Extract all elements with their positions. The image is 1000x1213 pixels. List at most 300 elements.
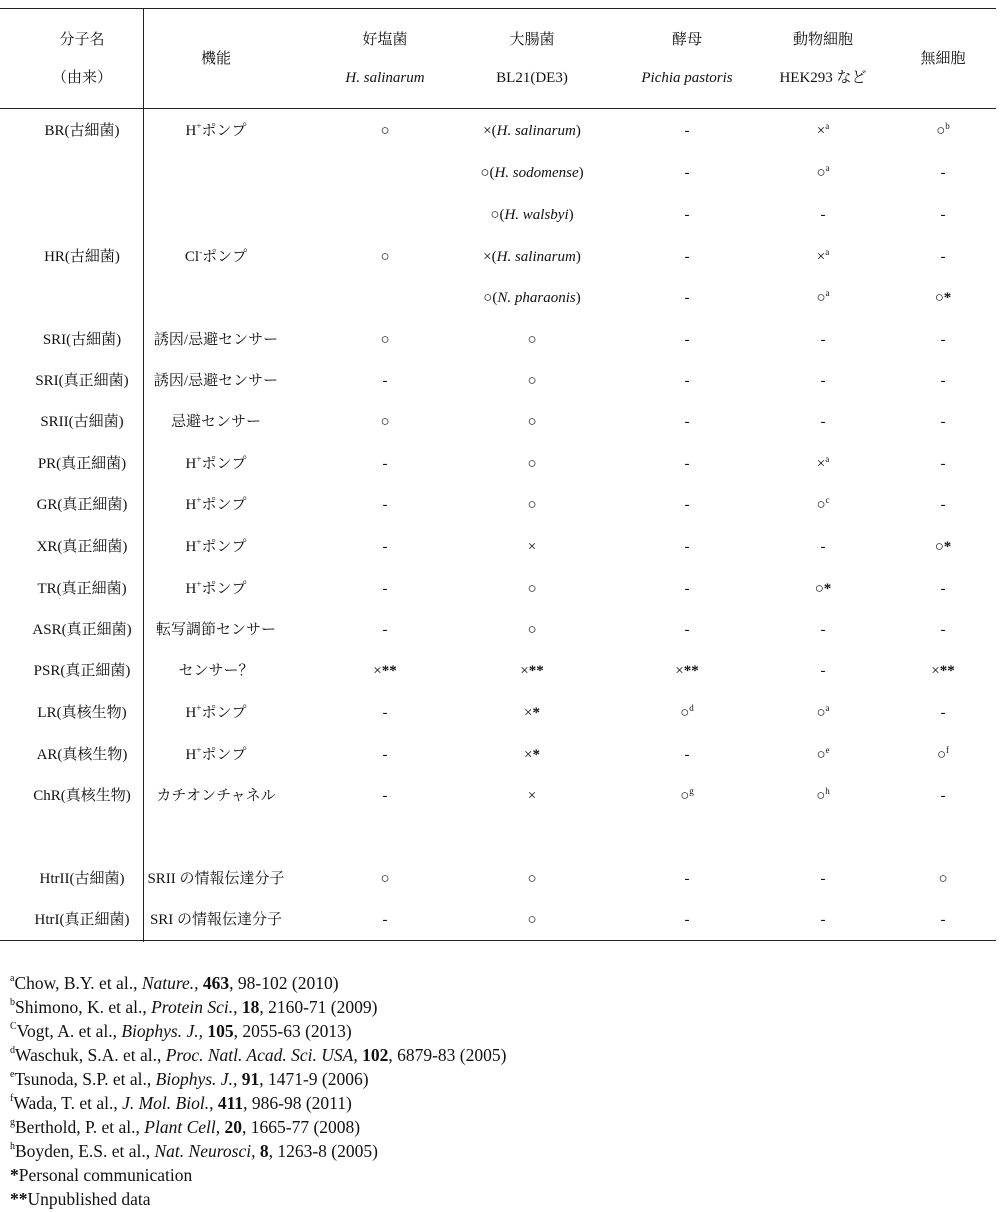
cell-text: - bbox=[382, 581, 388, 597]
cell-function bbox=[186, 746, 247, 764]
cell-text: - bbox=[684, 622, 690, 638]
cell-ecoli bbox=[527, 496, 536, 514]
cell-animal-cell bbox=[816, 787, 830, 805]
superscript: + bbox=[196, 495, 202, 505]
cell-function bbox=[156, 787, 275, 805]
cell-text: × bbox=[524, 747, 533, 763]
cell-text: PR(真正細菌) bbox=[37, 456, 127, 472]
table-bottom-rule bbox=[0, 940, 996, 941]
cell-halophile bbox=[383, 580, 388, 598]
note-mark: * bbox=[943, 539, 952, 555]
cell-animal-cell bbox=[821, 870, 826, 888]
cell-text: ○ bbox=[816, 788, 826, 804]
reference-volume: 18 bbox=[237, 997, 260, 1017]
cell-cell-free bbox=[941, 911, 946, 929]
cell-text-tail: ポンプ bbox=[202, 249, 248, 265]
superscript: d bbox=[689, 703, 694, 713]
species-name: H. salinarum bbox=[496, 123, 576, 139]
cell-yeast bbox=[680, 704, 694, 722]
cell-text: × bbox=[527, 788, 537, 804]
cell-animal-cell bbox=[816, 496, 829, 514]
note-mark: ** bbox=[381, 663, 397, 679]
cell-text-tail: ポンプ bbox=[201, 705, 247, 721]
cell-text: BR(古細菌) bbox=[44, 123, 120, 139]
cell-text-tail: ) bbox=[575, 290, 581, 306]
cell-text: ○ bbox=[936, 747, 947, 763]
cell-animal-cell bbox=[821, 206, 826, 224]
cell-ecoli bbox=[527, 455, 536, 473]
cell-text: - bbox=[820, 207, 826, 223]
header-rule bbox=[0, 108, 996, 109]
cell-text: ○ bbox=[938, 871, 948, 887]
cell-text: ○( bbox=[480, 165, 495, 181]
reference-mark: d bbox=[10, 1045, 15, 1056]
reference-mark: e bbox=[10, 1069, 15, 1080]
cell-text: - bbox=[684, 290, 690, 306]
cell-text: センサー？ bbox=[178, 663, 254, 679]
cell-text: - bbox=[684, 871, 690, 887]
cell-text: ○ bbox=[680, 705, 690, 721]
cell-text: ×( bbox=[483, 249, 497, 265]
cell-text: HtrI(真正細菌) bbox=[34, 912, 130, 928]
reference-journal: Biophys. J., bbox=[155, 1069, 238, 1089]
reference-item bbox=[10, 971, 990, 995]
cell-ecoli bbox=[527, 580, 536, 598]
cell-yeast bbox=[685, 248, 690, 266]
species-name: H. salinarum bbox=[496, 249, 576, 265]
superscript: + bbox=[196, 537, 202, 547]
cell-text: - bbox=[684, 165, 690, 181]
cell-text: LR(真核生物) bbox=[37, 705, 127, 721]
reference-authors: Berthold, P. et al., bbox=[15, 1117, 145, 1137]
column-divider bbox=[143, 8, 144, 942]
header-halophile: 好塩菌 bbox=[362, 32, 408, 48]
cell-function bbox=[154, 372, 278, 390]
cell-yeast bbox=[685, 455, 690, 473]
cell-cell-free bbox=[938, 870, 947, 888]
reference-pages: , 1471-9 (2006) bbox=[259, 1069, 369, 1089]
reference-pages: , 6879-83 (2005) bbox=[388, 1045, 507, 1065]
cell-function bbox=[186, 496, 247, 514]
reference-mark: g bbox=[10, 1117, 15, 1128]
cell-halophile bbox=[383, 455, 388, 473]
cell-halophile bbox=[380, 413, 389, 431]
cell-molecule bbox=[35, 911, 130, 929]
cell-text: - bbox=[820, 912, 826, 928]
cell-text: - bbox=[382, 747, 388, 763]
cell-text: - bbox=[382, 788, 388, 804]
cell-text: TR(真正細菌) bbox=[37, 581, 127, 597]
cell-ecoli bbox=[527, 911, 536, 929]
cell-text-tail: ) bbox=[575, 249, 581, 265]
cell-text-tail: ポンプ bbox=[201, 747, 247, 763]
header-animal-cell: 動物細胞 bbox=[792, 32, 854, 48]
reference-mark: b bbox=[10, 997, 15, 1008]
superscript: a bbox=[825, 454, 830, 464]
cell-yeast bbox=[685, 870, 690, 888]
cell-text: SRII の情報伝達分子 bbox=[147, 871, 285, 887]
cell-halophile bbox=[380, 122, 389, 140]
cell-text: H bbox=[185, 539, 197, 555]
cell-yeast bbox=[685, 911, 690, 929]
cell-ecoli bbox=[527, 870, 536, 888]
reference-journal: Proc. Natl. Acad. Sci. USA, bbox=[165, 1045, 358, 1065]
cell-cell-free bbox=[931, 662, 954, 680]
cell-yeast bbox=[685, 580, 690, 598]
cell-function bbox=[186, 122, 247, 140]
cell-text: ○ bbox=[816, 705, 826, 721]
cell-halophile bbox=[383, 746, 388, 764]
cell-ecoli bbox=[527, 621, 536, 639]
note-mark: ** bbox=[528, 663, 544, 679]
reference-item bbox=[10, 1019, 990, 1043]
reference-volume: 105 bbox=[203, 1021, 234, 1041]
cell-ecoli bbox=[528, 538, 536, 556]
cell-text: - bbox=[684, 373, 690, 389]
cell-text: - bbox=[940, 497, 946, 513]
cell-text: - bbox=[940, 165, 946, 181]
cell-text-tail: ポンプ bbox=[201, 539, 247, 555]
cell-text: SRI(真正細菌) bbox=[35, 373, 129, 389]
cell-function bbox=[186, 455, 247, 473]
cell-text: - bbox=[382, 456, 388, 472]
cell-text: - bbox=[684, 456, 690, 472]
cell-function bbox=[150, 911, 282, 929]
cell-molecule bbox=[37, 496, 128, 514]
cell-text-tail: ポンプ bbox=[201, 497, 247, 513]
cell-text: H bbox=[185, 581, 197, 597]
reference-journal: Nat. Neurosci, bbox=[154, 1141, 256, 1161]
cell-text: ○ bbox=[380, 123, 390, 139]
cell-text: - bbox=[940, 456, 946, 472]
cell-ecoli bbox=[480, 164, 583, 182]
cell-animal-cell bbox=[821, 372, 826, 390]
reference-pages: , 98-102 (2010) bbox=[229, 973, 339, 993]
reference-authors: Wada, T. et al., bbox=[13, 1093, 123, 1113]
cell-text: - bbox=[684, 123, 690, 139]
note-mark: * bbox=[943, 290, 952, 306]
species-name: H. sodomense bbox=[494, 165, 579, 181]
cell-text: - bbox=[940, 373, 946, 389]
superscript: - bbox=[199, 247, 203, 257]
cell-text: - bbox=[382, 539, 388, 555]
cell-molecule bbox=[40, 413, 123, 431]
cell-text: ○ bbox=[934, 290, 944, 306]
cell-text: H bbox=[185, 747, 197, 763]
cell-text: ASR(真正細菌) bbox=[32, 622, 132, 638]
reference-authors: Shimono, K. et al., bbox=[15, 997, 152, 1017]
superscript: e bbox=[825, 745, 830, 755]
cell-text: × bbox=[816, 456, 826, 472]
cell-text: - bbox=[820, 414, 826, 430]
cell-cell-free bbox=[941, 621, 946, 639]
cell-text: SRI の情報伝達分子 bbox=[149, 912, 283, 928]
cell-halophile bbox=[380, 870, 389, 888]
cell-ecoli bbox=[527, 331, 536, 349]
reference-volume: 102 bbox=[357, 1045, 389, 1065]
cell-yeast bbox=[685, 206, 690, 224]
cell-text: ○ bbox=[527, 871, 537, 887]
cell-text: ○ bbox=[936, 123, 946, 139]
cell-yeast bbox=[685, 122, 690, 140]
cell-halophile bbox=[383, 787, 388, 805]
note-mark: * bbox=[532, 705, 540, 721]
cell-text: - bbox=[684, 539, 690, 555]
cell-ecoli bbox=[528, 787, 536, 805]
cell-text: - bbox=[940, 581, 946, 597]
cell-function bbox=[171, 413, 261, 431]
cell-animal-cell bbox=[816, 164, 829, 182]
cell-yeast bbox=[680, 787, 694, 805]
cell-yeast bbox=[685, 164, 690, 182]
header-yeast-sub: Pichia pastoris bbox=[641, 70, 733, 86]
cell-yeast bbox=[685, 372, 690, 390]
cell-ecoli bbox=[524, 704, 540, 722]
cell-halophile bbox=[380, 248, 389, 266]
cell-text: ○ bbox=[527, 497, 537, 513]
cell-text: ○ bbox=[816, 497, 826, 513]
cell-text: ○ bbox=[527, 622, 537, 638]
cell-text-tail: ) bbox=[575, 123, 581, 139]
cell-text: Cl bbox=[184, 249, 200, 265]
cell-cell-free bbox=[941, 372, 946, 390]
cell-molecule bbox=[43, 331, 121, 349]
cell-function bbox=[186, 704, 247, 722]
cell-cell-free bbox=[941, 331, 946, 349]
cell-animal-cell bbox=[821, 331, 826, 349]
superscript: a bbox=[825, 121, 830, 131]
superscript: a bbox=[825, 703, 830, 713]
cell-text: H bbox=[185, 497, 197, 513]
cell-text: PSR(真正細菌) bbox=[33, 663, 131, 679]
cell-halophile bbox=[383, 621, 388, 639]
reference-volume: 20 bbox=[220, 1117, 242, 1137]
cell-text: HtrII(古細菌) bbox=[39, 871, 125, 887]
table-top-rule bbox=[0, 8, 996, 9]
cell-function bbox=[186, 580, 247, 598]
cell-text: - bbox=[940, 332, 946, 348]
cell-text-tail: ) bbox=[568, 207, 574, 223]
cell-cell-free bbox=[941, 704, 946, 722]
note-mark: ** bbox=[683, 663, 699, 679]
note-mark: * bbox=[532, 747, 540, 763]
cell-function bbox=[156, 621, 276, 639]
cell-molecule bbox=[37, 746, 128, 764]
cell-cell-free bbox=[941, 413, 946, 431]
cell-animal-cell bbox=[821, 413, 826, 431]
reference-journal: J. Mol. Biol., bbox=[122, 1093, 214, 1113]
reference-item bbox=[10, 1067, 990, 1091]
superscript: g bbox=[689, 786, 694, 796]
cell-text: ○ bbox=[527, 373, 537, 389]
superscript: a bbox=[825, 163, 830, 173]
cell-text: ○ bbox=[816, 290, 826, 306]
reference-authors: Boyden, E.S. et al., bbox=[15, 1141, 155, 1161]
cell-animal-cell bbox=[817, 248, 829, 266]
header-ecoli: 大腸菌 bbox=[509, 32, 555, 48]
cell-text: - bbox=[940, 912, 946, 928]
cell-text: - bbox=[820, 332, 826, 348]
cell-halophile bbox=[380, 331, 389, 349]
cell-text: ○ bbox=[816, 747, 826, 763]
cell-cell-free bbox=[941, 164, 946, 182]
cell-yeast bbox=[685, 746, 690, 764]
footnote-mark: ** bbox=[10, 1189, 28, 1209]
superscript: f bbox=[946, 745, 950, 755]
cell-ecoli bbox=[520, 662, 543, 680]
cell-cell-free bbox=[937, 746, 949, 764]
cell-ecoli bbox=[483, 248, 581, 266]
cell-text: × bbox=[527, 539, 537, 555]
cell-text: - bbox=[382, 622, 388, 638]
cell-molecule bbox=[40, 870, 125, 888]
superscript: + bbox=[196, 121, 202, 131]
reference-journal: Nature., bbox=[141, 973, 199, 993]
cell-cell-free bbox=[941, 496, 946, 514]
cell-text: - bbox=[382, 705, 388, 721]
superscript: + bbox=[196, 454, 202, 464]
cell-text: - bbox=[684, 912, 690, 928]
cell-animal-cell bbox=[816, 289, 829, 307]
cell-text: - bbox=[820, 663, 826, 679]
cell-function bbox=[154, 331, 278, 349]
cell-function bbox=[185, 248, 247, 266]
reference-pages: , 2055-63 (2013) bbox=[233, 1021, 352, 1041]
superscript: h bbox=[825, 786, 830, 796]
reference-volume: 8 bbox=[255, 1141, 269, 1161]
cell-text: × bbox=[520, 663, 529, 679]
reference-item bbox=[10, 1115, 990, 1139]
reference-volume: 463 bbox=[198, 973, 230, 993]
cell-halophile bbox=[383, 704, 388, 722]
cell-halophile bbox=[373, 662, 396, 680]
reference-authors: Vogt, A. et al., bbox=[16, 1021, 122, 1041]
cell-text-tail: ポンプ bbox=[201, 456, 247, 472]
header-molecule-sub: （由来） bbox=[51, 70, 113, 86]
cell-text: × bbox=[524, 705, 533, 721]
reference-journal: Plant Cell, bbox=[144, 1117, 221, 1137]
references bbox=[10, 971, 990, 1211]
cell-molecule bbox=[44, 122, 119, 140]
cell-text: - bbox=[684, 497, 690, 513]
reference-item bbox=[10, 1091, 990, 1115]
species-name: H. walsbyi bbox=[504, 207, 569, 223]
reference-pages: , 1665-77 (2008) bbox=[242, 1117, 361, 1137]
cell-molecule bbox=[38, 455, 126, 473]
species-name: N. pharaonis bbox=[497, 290, 576, 306]
reference-authors: Waschuk, S.A. et al., bbox=[15, 1045, 166, 1065]
cell-yeast bbox=[685, 289, 690, 307]
cell-text: - bbox=[820, 622, 826, 638]
cell-yeast bbox=[685, 496, 690, 514]
header-halophile-sub: H. salinarum bbox=[345, 70, 425, 86]
cell-text: - bbox=[684, 747, 690, 763]
cell-cell-free bbox=[935, 538, 952, 556]
cell-molecule bbox=[44, 248, 120, 266]
reference-item bbox=[10, 995, 990, 1019]
cell-text: ○( bbox=[490, 207, 505, 223]
cell-text: GR(真正細菌) bbox=[36, 497, 128, 513]
cell-cell-free bbox=[936, 122, 950, 140]
cell-molecule bbox=[33, 787, 131, 805]
cell-text: ○ bbox=[527, 332, 537, 348]
footnote-item bbox=[10, 1163, 990, 1187]
note-mark: ** bbox=[939, 663, 955, 679]
reference-item bbox=[10, 1043, 990, 1067]
cell-halophile bbox=[383, 372, 388, 390]
cell-text: - bbox=[940, 622, 946, 638]
cell-text: ○ bbox=[816, 165, 826, 181]
cell-molecule bbox=[37, 580, 126, 598]
cell-ecoli bbox=[483, 122, 581, 140]
reference-mark: h bbox=[10, 1141, 15, 1152]
cell-cell-free bbox=[941, 455, 946, 473]
cell-text: AR(真核生物) bbox=[36, 747, 128, 763]
cell-text: ○ bbox=[527, 414, 537, 430]
cell-molecule bbox=[34, 662, 131, 680]
cell-animal-cell bbox=[817, 455, 829, 473]
cell-function bbox=[186, 538, 247, 556]
reference-pages: , 1263-8 (2005) bbox=[268, 1141, 378, 1161]
reference-authors: Chow, B.Y. et al., bbox=[14, 973, 142, 993]
reference-journal: Biophys. J., bbox=[121, 1021, 204, 1041]
cell-text: - bbox=[684, 414, 690, 430]
cell-text: - bbox=[820, 539, 826, 555]
cell-text: SRI(古細菌) bbox=[42, 332, 122, 348]
cell-text: ○ bbox=[527, 456, 537, 472]
superscript: b bbox=[945, 121, 950, 131]
cell-halophile bbox=[383, 911, 388, 929]
cell-text: - bbox=[382, 373, 388, 389]
cell-ecoli bbox=[483, 289, 580, 307]
cell-yeast bbox=[685, 538, 690, 556]
cell-text: ○ bbox=[680, 788, 690, 804]
cell-cell-free bbox=[941, 248, 946, 266]
cell-text: 誘因/忌避センサー bbox=[153, 332, 279, 348]
cell-molecule bbox=[37, 704, 126, 722]
cell-text: ×( bbox=[483, 123, 497, 139]
cell-halophile bbox=[383, 538, 388, 556]
note-mark: * bbox=[823, 581, 832, 597]
reference-journal: Protein Sci., bbox=[151, 997, 238, 1017]
cell-text: 誘因/忌避センサー bbox=[153, 373, 279, 389]
cell-text: - bbox=[684, 207, 690, 223]
cell-text: SRII(古細菌) bbox=[40, 414, 124, 430]
cell-animal-cell bbox=[821, 538, 826, 556]
superscript: a bbox=[825, 288, 830, 298]
cell-text: ○ bbox=[380, 871, 390, 887]
cell-ecoli bbox=[524, 746, 540, 764]
reference-mark: a bbox=[10, 973, 15, 984]
cell-text: HR(古細菌) bbox=[44, 249, 120, 265]
cell-text: × bbox=[675, 663, 684, 679]
cell-cell-free bbox=[941, 580, 946, 598]
cell-text: - bbox=[940, 249, 946, 265]
cell-text: ○ bbox=[527, 912, 537, 928]
cell-molecule bbox=[37, 538, 128, 556]
cell-text: - bbox=[940, 788, 946, 804]
footnote-item bbox=[10, 1187, 990, 1211]
cell-animal-cell bbox=[821, 911, 826, 929]
reference-pages: , 2160-71 (2009) bbox=[259, 997, 378, 1017]
cell-text: ○ bbox=[814, 581, 824, 597]
cell-text: ○ bbox=[934, 539, 944, 555]
cell-text: 忌避センサー bbox=[170, 414, 262, 430]
cell-text: - bbox=[382, 912, 388, 928]
cell-text: × bbox=[816, 249, 826, 265]
cell-yeast bbox=[675, 662, 698, 680]
footnote-text: Unpublished data bbox=[27, 1189, 151, 1209]
